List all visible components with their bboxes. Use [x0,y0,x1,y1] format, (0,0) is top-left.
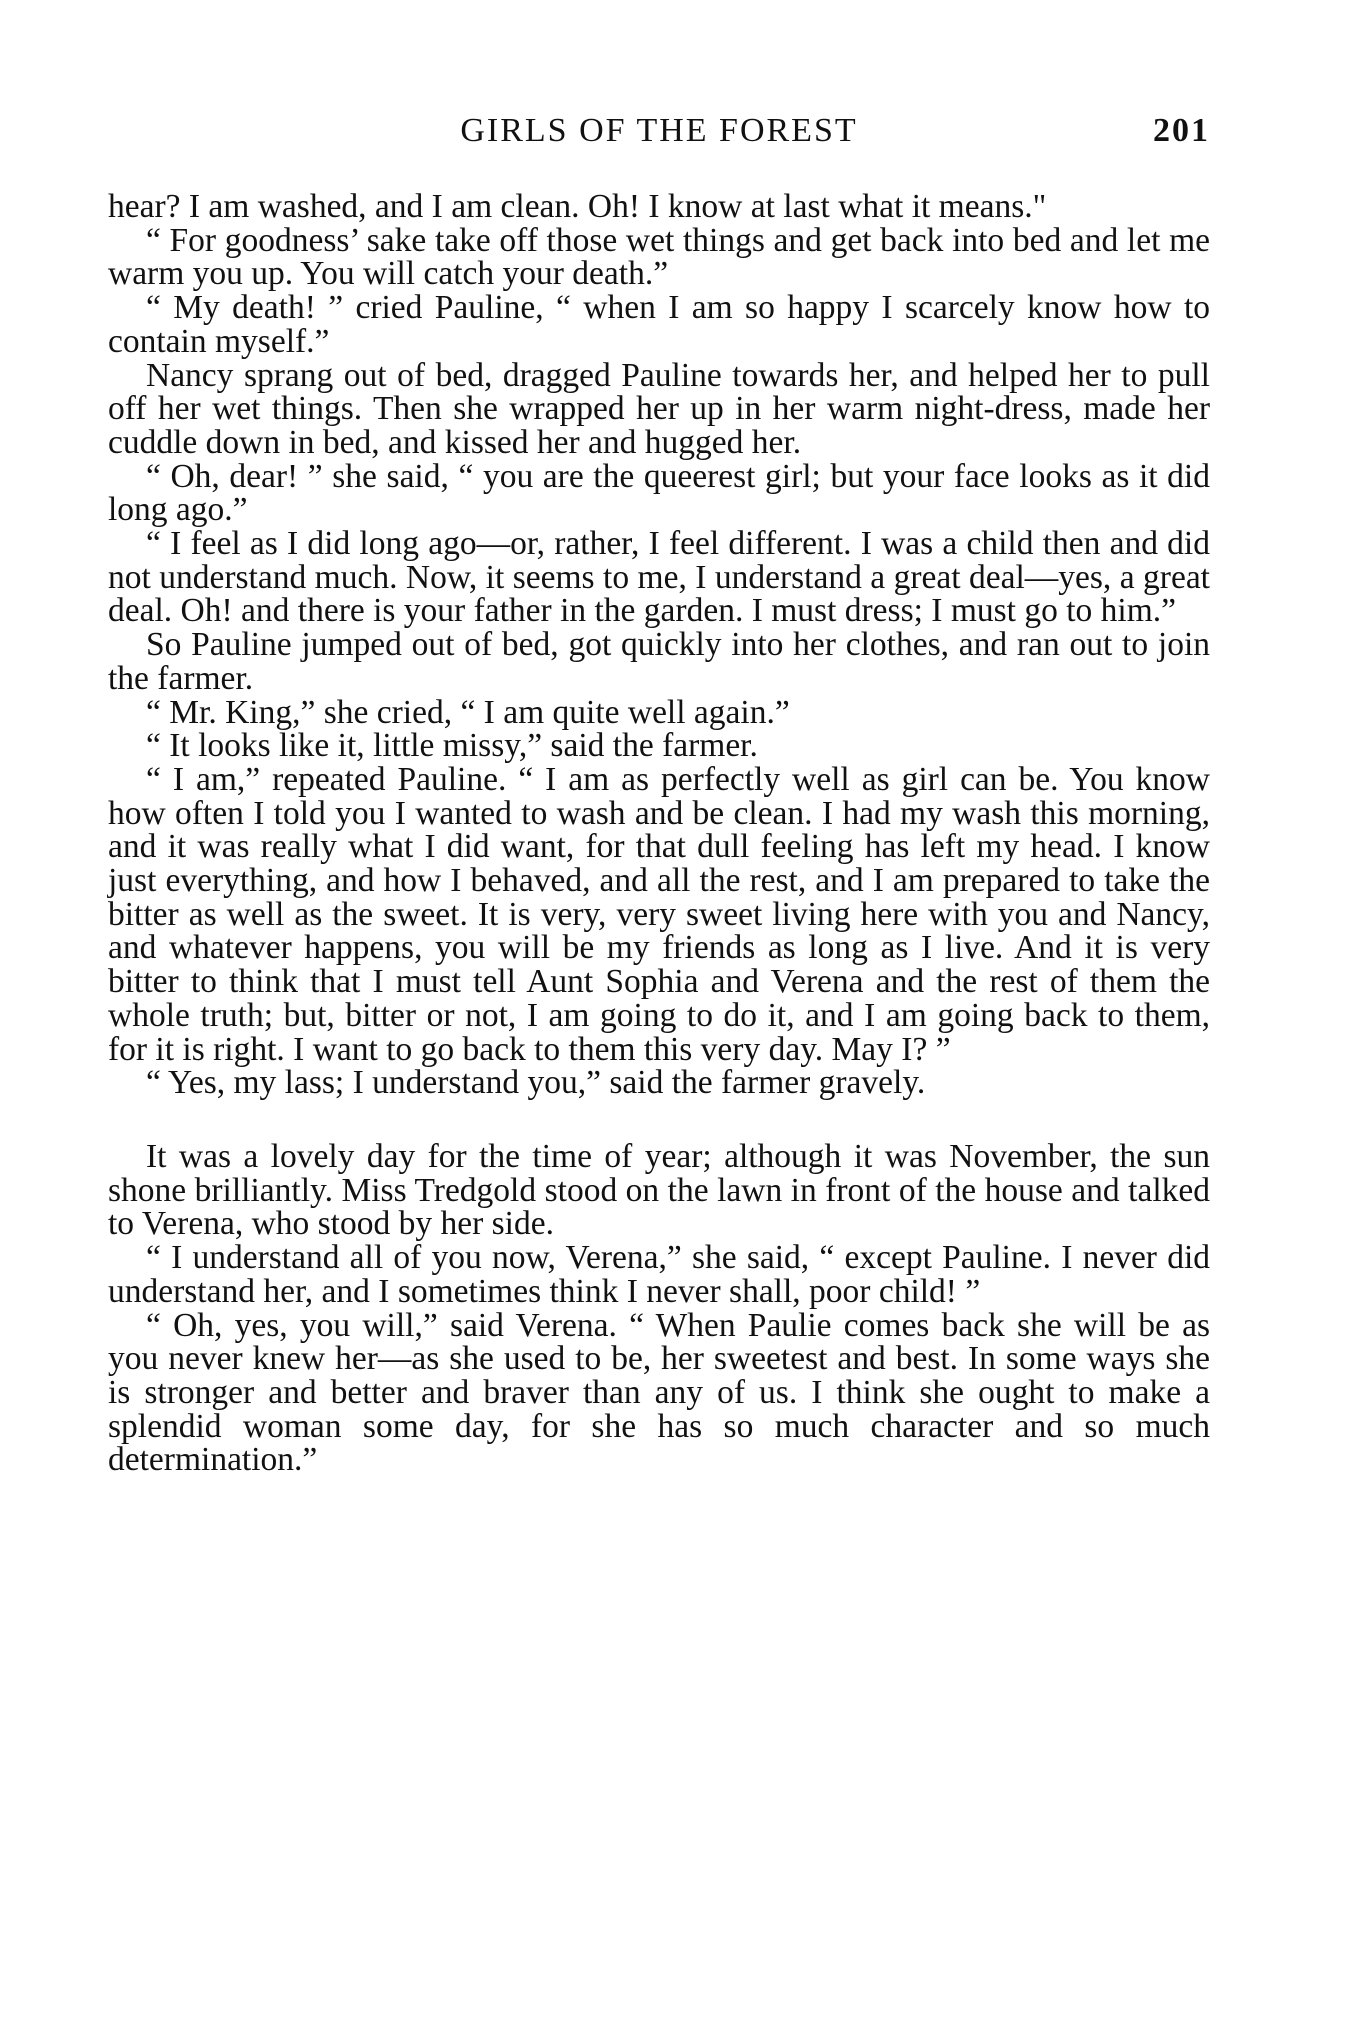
paragraph: “ I understand all of you now, Verena,” she said, “ except Pauline. I never did understand her, and I sometimes think I never shall, poor child! ” [108,1239,1210,1310]
paragraph: “ It looks like it, little missy,” said the farmer. [146,727,758,765]
paragraph: Nancy sprang out of bed, dragged Pauline towards her, and helped her to pull off her wet things. Then she wrapped her up in her warm night-dress, made her cuddle down in bed, and kissed her and hugged her. [108,356,1210,461]
body-text [108,190,1210,1477]
paragraph: “ Mr. King,” she cried, “ I am quite well again.” [146,693,790,731]
paragraph: “ My death! ” cried Pauline, “ when I am so happy I scarcely know how to contain myself.” [108,289,1210,360]
paragraph: “ I am,” repeated Pauline. “ I am as perfectly well as girl can be. You know how often I told you I wanted to wash and be clean. I had my wash this morning, and it was really what I did want, for that dull feeling has left my head. I know just everything, and how I behaved, and all the rest, and I am prepared to take the bitter as well as the sweet. It is very, very sweet living here with you and Nancy, and whatever happens, you will be my friends as long as I live. And it is very bitter to think that I must tell Aunt Sophia and Verena and the rest of them the whole truth; but, bitter or not, I am going to do it, and I am going back to them, for it is right. I want to go back to them this very day. May I? ” [108,760,1210,1068]
paragraph: “ Oh, yes, you will,” said Verena. “ When Paulie comes back she will be as you never knew her—as she used to be, her sweetest and best. In some ways she is stronger and better and braver than any of us. I think she ought to make a splendid woman some day, for she has so much character and so much determination.” [108,1306,1210,1479]
page-header [108,112,1210,156]
paragraph: “ Yes, my lass; I understand you,” said the farmer gravely. [146,1064,926,1102]
paragraph: “ For goodness’ sake take off those wet things and get back into bed and let me warm you up. You will catch your death.” [108,221,1210,293]
paragraph: So Pauline jumped out of bed, got quickly into her clothes, and ran out to join the farmer. [108,626,1210,697]
paragraph: “ Oh, dear! ” she said, “ you are the queerest girl; but your face looks as it did long ago.” [108,457,1210,529]
paragraph-section-start: It was a lovely day for the time of year; although it was November, the sun shone brilliantly. Miss Tredgold stood on the lawn in front of the house and talked to Verena, who stood by her side. [108,1137,1210,1243]
page-number: 201 [1153,112,1210,149]
paragraph: “ I feel as I did long ago—or, rather, I feel different. I was a child then and did not understand much. Now, it seems to me, I understand a great deal—yes, a great deal. Oh! and there is your father in the garden. I must dress; I must go to him.” [108,525,1210,630]
running-head: GIRLS OF THE FOREST [460,112,858,149]
paragraph-continued: hear? I am washed, and I am clean. Oh! I know at last what it means." [108,188,1047,225]
